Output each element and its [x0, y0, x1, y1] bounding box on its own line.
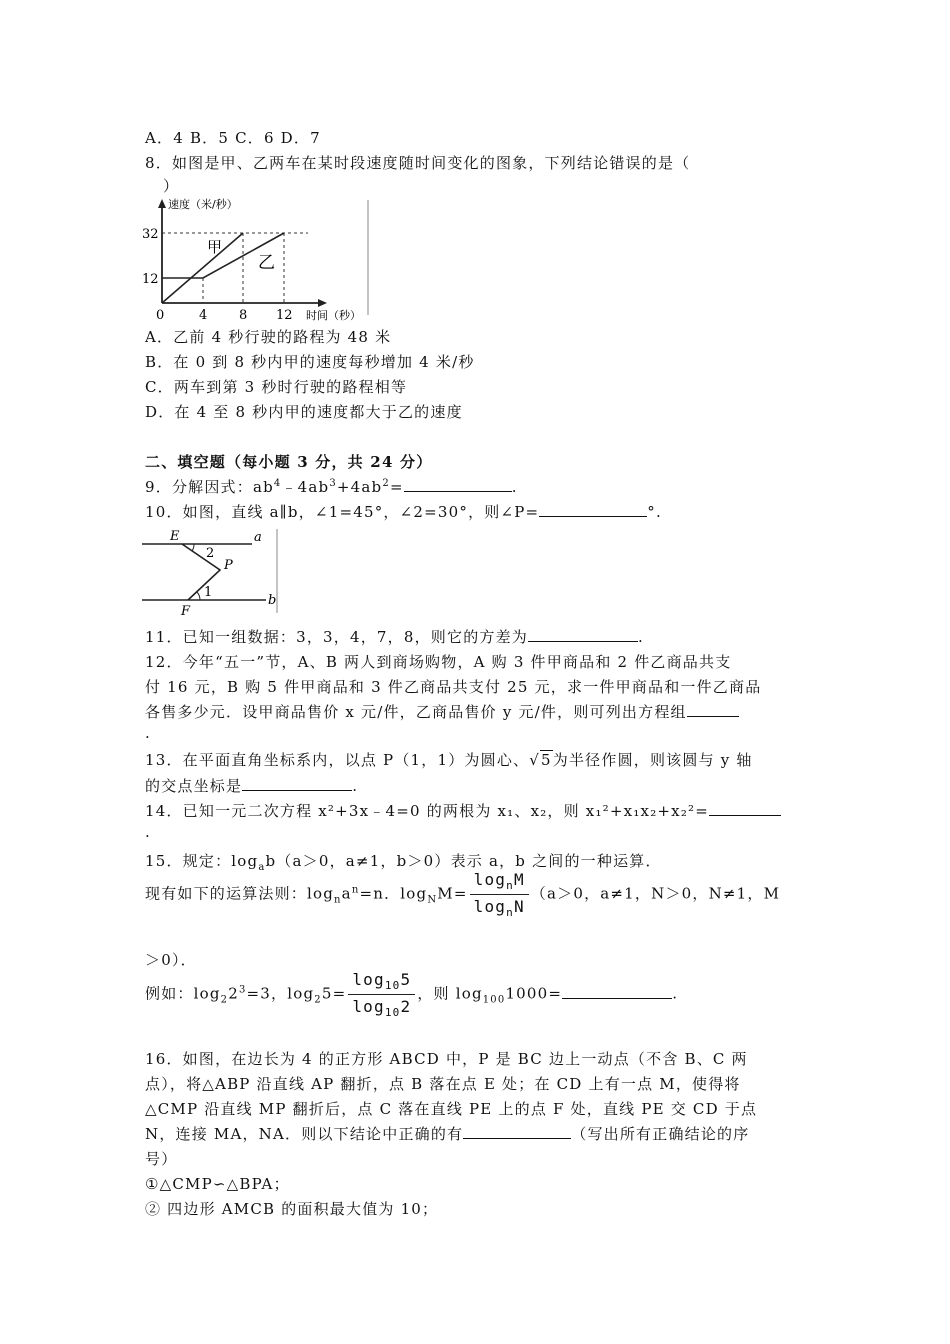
- q13-line-2-text: 的交点坐标是: [145, 777, 243, 795]
- q7-options: A．4 B．5 C．6 D．7: [145, 129, 321, 147]
- label-1: 1: [204, 585, 213, 600]
- q10: [145, 501, 662, 522]
- frac-num-log: log: [473, 870, 507, 889]
- q10-answer-blank[interactable]: [539, 502, 647, 517]
- label-e: E: [170, 529, 180, 544]
- q15-line-2: 现有如下的运算法则：$\log_na^n=n$．$\log_NM=$ $\frac{\log_nM}{\log_nN}$ （a＞0，a≠1，N＞0，N≠1，M: [145, 870, 781, 920]
- label-b: b: [268, 593, 277, 608]
- q16-line-5: 号）: [145, 1150, 178, 1168]
- q14-period: .: [145, 823, 151, 841]
- q16-line-4a: N，连接 MA，NA．则以下结论中正确的有: [145, 1125, 464, 1143]
- q9-answer-blank[interactable]: [404, 477, 512, 492]
- ytick-12: 12: [142, 272, 159, 287]
- log-change-of-base-fraction: [470, 870, 529, 919]
- q15-line-2a: 现有如下的运算法则：log: [145, 884, 335, 903]
- q15-line-1b: b（a＞0，a≠1，b＞0）表示 a，b 之间的一种运算．: [265, 852, 662, 870]
- q16-conclusion-2: ② 四边形 AMCB 的面积最大值为 10；: [145, 1200, 439, 1218]
- q15-line-2b: （a＞0，a≠1，N＞0，N≠1，M: [530, 884, 781, 903]
- q11: 11．已知一组数据：3，3，4，7，8，则它的方差为 .: [145, 628, 644, 646]
- q16-conclusion-1: ①△CMP∽△BPA；: [145, 1175, 290, 1193]
- label-2: 2: [206, 546, 215, 561]
- q10-parallel-lines-figure: [140, 527, 285, 617]
- frac-den-sub: n: [506, 906, 514, 920]
- q12-answer-blank[interactable]: [687, 702, 739, 717]
- q15-line-4b: ，则 log: [417, 984, 483, 1003]
- q12-line-1: 12．今年“五一”节，A、B 两人到商场购物，A 购 3 件甲商品和 2 件乙商品共支: [145, 653, 732, 671]
- y-axis-label: 速度（米/秒）: [168, 198, 238, 211]
- section-2-heading: 二、填空题（每小题 3 分，共 24 分）: [145, 453, 433, 471]
- frac-num-sub: n: [506, 879, 514, 893]
- y-axis-arrow: [158, 199, 166, 208]
- q8-stem: 8．如图是甲、乙两车在某时段速度随时间变化的图象，下列结论错误的是（: [145, 154, 691, 172]
- q16-line-4: [145, 1123, 749, 1144]
- q8-paren: ）: [163, 177, 180, 195]
- q14-text: 14．已知一元二次方程 x²+3x﹣4=0 的两根为 x₁、x₂，则 x₁²+x₁x₂+x₂²=: [145, 802, 710, 820]
- ex-den-sub: 10: [384, 1006, 401, 1020]
- frac-den-log: log: [473, 897, 507, 917]
- q15-line-1a: 15．规定：log: [145, 852, 259, 870]
- q15-line-4: 例如：$\log_22^3=3$，$\log_25=$ $\frac{\log_{10}5}{\log_{10}2}$ ，则 $\log_{100}1000=$ .: [145, 970, 679, 1020]
- q8-option-b: B．在 0 到 8 秒内甲的速度每秒增加 4 米/秒: [145, 353, 475, 371]
- q16-line-3: △CMP 沿直线 MP 翻折后，点 C 落在直线 PE 上的点 F 处，直线 PE 交 CD 于点: [145, 1100, 758, 1118]
- q15-line-3: ＞0）．: [145, 951, 197, 969]
- label-a: a: [254, 530, 262, 545]
- q15-answer-blank[interactable]: [562, 984, 672, 999]
- q8-option-a: A．乙前 4 秒行驶的路程为 48 米: [145, 328, 392, 346]
- ex-num-log: log: [352, 970, 385, 989]
- q12-line-2: 付 16 元，B 购 5 件甲商品和 3 件乙商品共支付 25 元，求一件甲商品和一件乙商品: [145, 678, 762, 696]
- q13-line-1: [145, 749, 753, 770]
- q13-line-1a: 13．在平面直角坐标系内，以点 P（1，1）为圆心、: [145, 751, 530, 769]
- q16-line-2: 点），将△ABP 沿直线 AP 翻折，点 B 落在点 E 处；在 CD 上有一点 M，使得将: [145, 1075, 741, 1093]
- q10-suffix: °.: [647, 503, 662, 521]
- q12-line-3-text: 各售多少元．设甲商品售价 x 元/件，乙商品售价 y 元/件，则可列出方程组: [145, 703, 687, 721]
- q15-line-1: 15．规定：$\log_ab(a>0$，a≠1，b＞0）表示 a，b 之间的一种运算．: [145, 852, 662, 873]
- q12-line-3: [145, 701, 739, 722]
- q15-line-4c: 1000=: [505, 984, 563, 1003]
- q11-answer-blank[interactable]: [528, 627, 638, 642]
- q8-option-d: D．在 4 至 8 秒内甲的速度都大于乙的速度: [145, 403, 463, 421]
- label-yi: 乙: [258, 253, 275, 273]
- q14-answer-blank[interactable]: [709, 801, 781, 816]
- log-example-fraction: [348, 970, 415, 1019]
- x-axis-label: 时间（秒）: [306, 309, 361, 322]
- angle-1-arc: [197, 592, 200, 600]
- q13-line-1b: 为半径作圆，则该圆与 y 轴: [552, 751, 753, 769]
- q16-line-1: 16．如图，在边长为 4 的正方形 ABCD 中，P 是 BC 边上一动点（不含 B、C 两: [145, 1050, 748, 1068]
- q9-prefix: 9．分解因式：ab: [145, 478, 274, 496]
- broken-line-e-p-f: [182, 544, 220, 600]
- q13-answer-blank[interactable]: [242, 776, 352, 791]
- frac-den-tail: N: [513, 897, 525, 917]
- q12-period: .: [145, 724, 151, 742]
- ex-den-tail: 2: [400, 997, 412, 1017]
- q8-option-c: C．两车到第 3 秒时行驶的路程相等: [145, 378, 408, 396]
- q9: 9．分解因式：$ab^4﹣4ab^3+4ab^2=$ .: [145, 478, 518, 496]
- ex-num-sub: 10: [384, 979, 401, 993]
- q14: [145, 800, 781, 821]
- q15-line-4a: 例如：log: [145, 984, 221, 1003]
- xtick-8: 8: [239, 308, 248, 323]
- q10-text: 10．如图，直线 a∥b，∠1=45°，∠2=30°，则∠P=: [145, 503, 540, 521]
- q13-line-2: 的交点坐标是 .: [145, 777, 359, 795]
- q16-answer-blank[interactable]: [463, 1124, 571, 1139]
- q8-speed-time-graph: [140, 195, 375, 325]
- sqrt-5: √5: [529, 751, 552, 769]
- ytick-32: 32: [142, 227, 159, 242]
- xtick-12: 12: [276, 308, 293, 323]
- ex-den-log: log: [352, 997, 385, 1017]
- q11-text: 11．已知一组数据：3，3，4，7，8，则它的方差为: [145, 628, 529, 646]
- x-axis-arrow: [318, 299, 327, 307]
- angle-2-arc: [192, 544, 194, 551]
- label-p: P: [224, 558, 233, 573]
- label-f: F: [181, 604, 191, 617]
- frac-num-tail: M: [513, 870, 525, 889]
- q16-line-4b: （写出所有正确结论的序: [571, 1125, 750, 1143]
- xtick-4: 4: [199, 308, 208, 323]
- ex-num-tail: 5: [400, 970, 412, 989]
- xtick-0: 0: [156, 308, 165, 323]
- label-jia: 甲: [207, 238, 223, 256]
